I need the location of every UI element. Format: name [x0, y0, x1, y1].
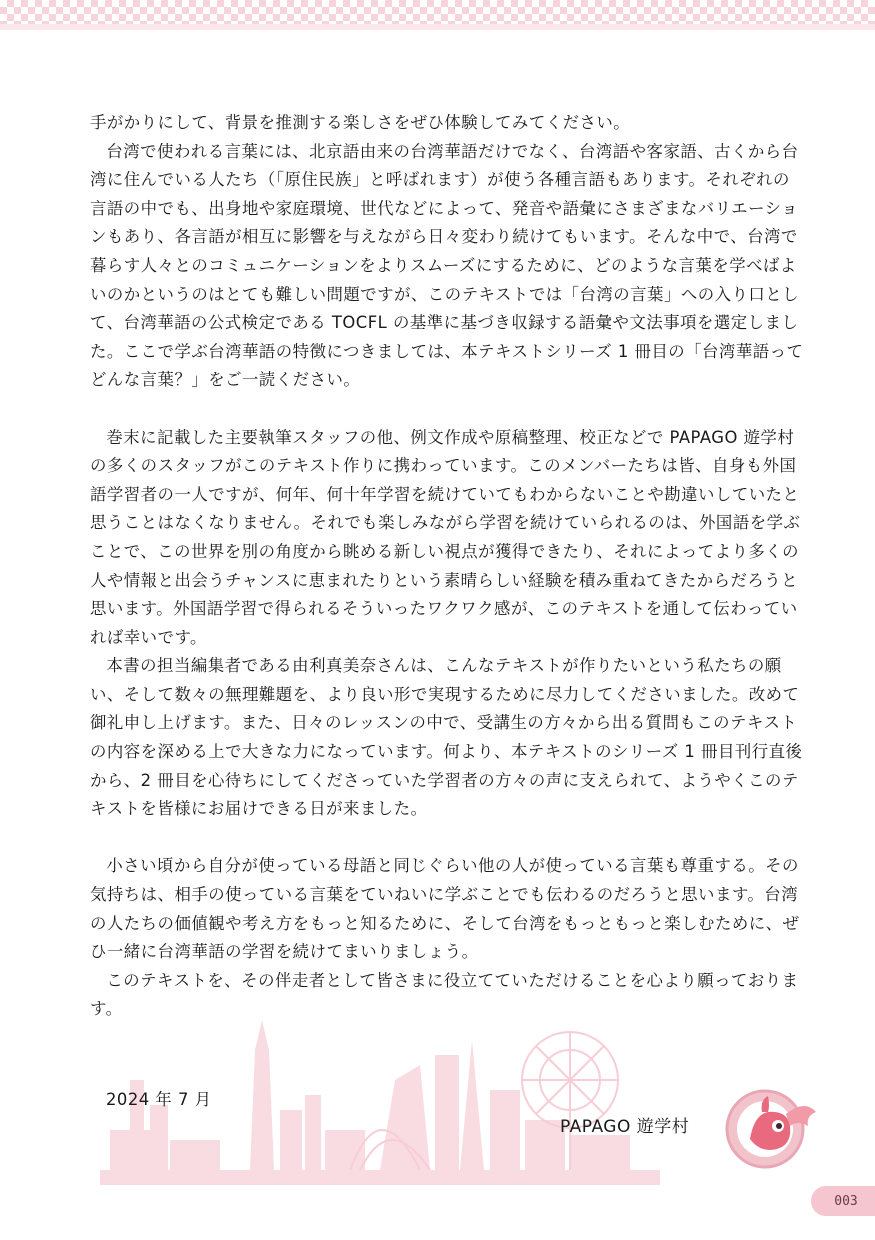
- paragraph: 手がかりにして、背景を推測する楽しさをぜひ体験してみてください。: [90, 113, 631, 132]
- paragraph: 本書の担当編集者である由利真美奈さんは、こんなテキストが作りたいという私たちの願い、そして数々の無理難題を、より良い形で実現するために尽力してくださいました。改めて御礼申し上げます。また、日々のレッスンの中で、受講生の方々から出る質問もこのテキストの内容を深める上で大きな力になっています。何より、本テキストのシリーズ 1 冊目刊行直後から、2 冊目を心待ちにしてくださっていた学習者の方々の声に支えられて、ようやくこのテキストを皆様にお届けできる日が来ました。: [90, 656, 803, 819]
- paragraph: 巻末に記載した主要執筆スタッフの他、例文作成や原稿整理、校正などで PAPAGO 遊学村の多くのスタッフがこのテキスト作りに携わっています。このメンバーたちは皆、自身も外国語学習者の一人ですが、何年、何十年学習を続けていてもわからないことや勘違いしていたと思うことはなくなりません。それでも楽しみながら学習を続けていられるのは、外国語を学ぶことで、この世界を別の角度から眺める新しい視点が獲得できたり、それによってより多くの人や情報と出会うチャンスに恵まれたりという素晴らしい経験を積み重ねてきたからだろうと思います。外国語学習で得られるそういったワクワク感が、このテキストを通して伝わっていれば幸いです。: [90, 427, 801, 647]
- paragraph: 台湾で使われる言葉には、北京語由来の台湾華語だけでなく、台湾語や客家語、古くから台湾に住んでいる人たち（「原住民族」と呼ばれます）が使う各種言語もあります。それぞれの言語の中でも、出身地や家庭環境、世代などによって、発音や語彙にさまざまなバリエーションもあり、各言語が相互に影響を与えながら日々変わり続けてもいます。そんな中で、台湾で暮らす人々とのコミュニケーションをよりスムーズにするために、どのような言葉を学べばよいのかというのはとても難しい問題ですが、このテキストでは「台湾の言葉」への入り口として、台湾華語の公式検定である TOCFL の基準に基づき収録する語彙や文法事項を選定しました。ここで学ぶ台湾華語の特徴につきましては、本テキストシリーズ 1 冊目の「台湾華語ってどんな言葉？」をご一読ください。: [90, 141, 804, 390]
- paragraph: このテキストを、その伴走者として皆さまに役立てていただけることを心より願っております。: [90, 970, 799, 1019]
- signature: PAPAGO 遊学村: [560, 1117, 690, 1137]
- page-number-badge: [811, 1186, 875, 1216]
- date: 2024 年 7 月: [106, 1090, 212, 1109]
- paragraph: 小さい頃から自分が使っている母語と同じぐらい他の人が使っている言葉も尊重する。その気持ちは、相手の使っている言葉をていねいに学ぶことでも伝わるのだろうと思います。台湾の人たちの価値観や考え方をもっと知るために、そして台湾をもっともっと楽しむために、ぜひ一緒に台湾華語の学習を続けてまいりましょう。: [90, 856, 800, 962]
- decorative-checker-band: [0, 0, 875, 30]
- preface-body: [90, 109, 805, 1024]
- page-number: 003: [834, 1193, 858, 1209]
- papago-mascot-seal-icon: [720, 1084, 820, 1174]
